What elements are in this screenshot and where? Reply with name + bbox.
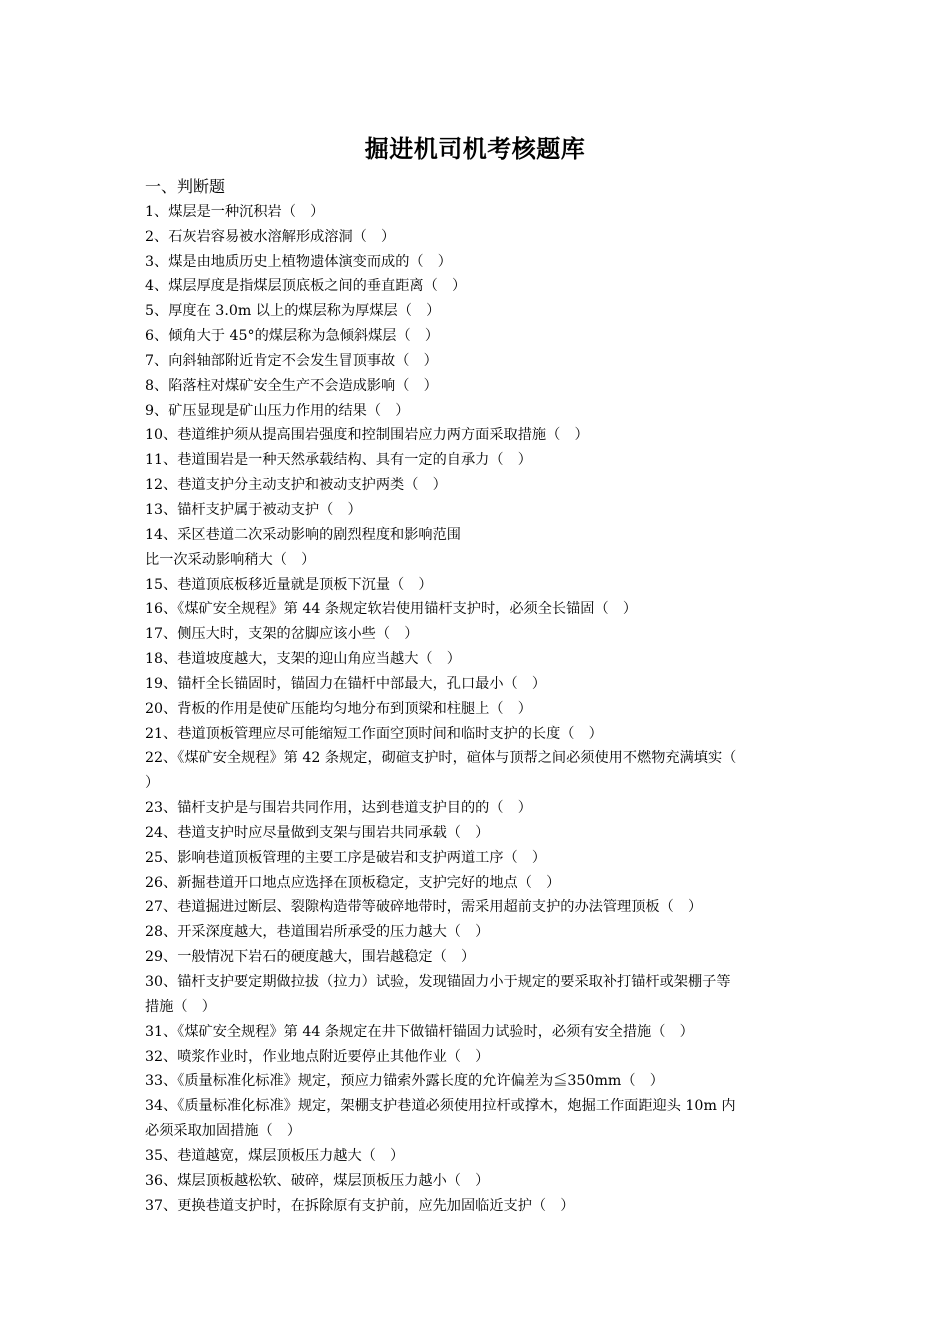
question-line: 5、厚度在 3.0m 以上的煤层称为厚煤层（ ） — [145, 303, 441, 320]
question-line: 19、锚杆全长锚固时，锚固力在锚杆中部最大，孔口最小（ ） — [145, 675, 547, 692]
question-line: 31、《煤矿安全规程》第 44 条规定在井下做锚杆锚固力试验时，必须有安全措施（ ） — [145, 1023, 694, 1040]
question-line-continuation: ） — [145, 775, 160, 792]
question-line: 10、巷道维护须从提高围岩强度和控制围岩应力两方面采取措施（ ） — [145, 427, 589, 444]
question-line: 16、《煤矿安全规程》第 44 条规定软岩使用锚杆支护时，必须全长锚固（ ） — [145, 601, 638, 618]
question-line: 15、巷道顶底板移近量就是顶板下沉量（ ） — [145, 576, 433, 593]
question-line: 21、巷道顶板管理应尽可能缩短工作面空顶时间和临时支护的长度（ ） — [145, 725, 603, 742]
question-line: 23、锚杆支护是与围岩共同作用，达到巷道支护目的的（ ） — [145, 800, 532, 817]
question-line: 18、巷道坡度越大，支架的迎山角应当越大（ ） — [145, 651, 461, 668]
question-line-continuation: 比一次采动影响稍大（ ） — [145, 551, 316, 568]
question-list — [145, 200, 810, 1219]
question-line: 9、矿压显现是矿山压力作用的结果（ ） — [145, 402, 410, 419]
question-line: 2、石灰岩容易被水溶解形成溶洞（ ） — [145, 228, 396, 245]
question-line: 11、巷道围岩是一种天然承载结构、具有一定的自承力（ ） — [145, 452, 532, 469]
question-line: 26、新掘巷道开口地点应选择在顶板稳定，支护完好的地点（ ） — [145, 874, 561, 891]
question-line: 14、采区巷道二次采动影响的剧烈程度和影响范围 — [145, 526, 461, 543]
question-line: 25、影响巷道顶板管理的主要工序是破岩和支护两道工序（ ） — [145, 849, 547, 866]
question-line: 35、巷道越宽，煤层顶板压力越大（ ） — [145, 1147, 405, 1164]
question-line: 12、巷道支护分主动支护和被动支护两类（ ） — [145, 477, 447, 494]
question-line: 28、开采深度越大，巷道围岩所承受的压力越大（ ） — [145, 924, 490, 941]
document-title: 掘进机司机考核题库 — [364, 135, 586, 163]
question-line: 29、一般情况下岩石的硬度越大，围岩越稳定（ ） — [145, 949, 476, 966]
document-body — [145, 175, 810, 1218]
question-line: 3、煤是由地质历史上植物遗体演变而成的（ ） — [145, 253, 452, 270]
question-line: 22、《煤矿安全规程》第 42 条规定，砌碹支护时，碹体与顶帮之间必须使用不燃物充满填实（ — [145, 750, 737, 767]
question-line: 17、侧压大时，支架的岔脚应该小些（ ） — [145, 626, 419, 643]
question-line: 27、巷道掘进过断层、裂隙构造带等破碎地带时，需采用超前支护的办法管理顶板（ ） — [145, 899, 703, 916]
question-line: 13、锚杆支护属于被动支护（ ） — [145, 501, 362, 518]
question-line: 4、煤层厚度是指煤层顶底板之间的垂直距离（ ） — [145, 278, 467, 295]
question-line: 33、《质量标准化标准》规定，预应力锚索外露长度的允许偏差为≦350mm（ ） — [145, 1073, 664, 1090]
question-line: 37、更换巷道支护时，在拆除原有支护前，应先加固临近支护（ ） — [145, 1197, 575, 1214]
question-line-continuation: 必须采取加固措施（ ） — [145, 1123, 302, 1140]
question-line: 34、《质量标准化标准》规定，架棚支护巷道必须使用拉杆或撑木，炮掘工作面距迎头 10m 内 — [145, 1098, 736, 1115]
section-heading: 一、判断题 — [145, 177, 226, 196]
question-line: 7、向斜轴部附近肯定不会发生冒顶事故（ ） — [145, 352, 438, 369]
question-line: 1、煤层是一种沉积岩（ ） — [145, 203, 325, 220]
question-line: 20、背板的作用是使矿压能均匀地分布到顶梁和柱腿上（ ） — [145, 700, 532, 717]
question-line: 36、煤层顶板越松软、破碎，煤层顶板压力越小（ ） — [145, 1172, 490, 1189]
question-line: 24、巷道支护时应尽量做到支架与围岩共同承载（ ） — [145, 824, 490, 841]
question-line-continuation: 措施（ ） — [145, 998, 216, 1015]
question-line: 6、倾角大于 45°的煤层称为急倾斜煤层（ ） — [145, 328, 440, 345]
question-line: 30、锚杆支护要定期做拉拔（拉力）试验，发现锚固力小于规定的要采取补打锚杆或架棚子等 — [145, 974, 731, 990]
question-line: 8、陷落柱对煤矿安全生产不会造成影响（ ） — [145, 377, 438, 394]
question-line: 32、喷浆作业时，作业地点附近要停止其他作业（ ） — [145, 1048, 490, 1065]
